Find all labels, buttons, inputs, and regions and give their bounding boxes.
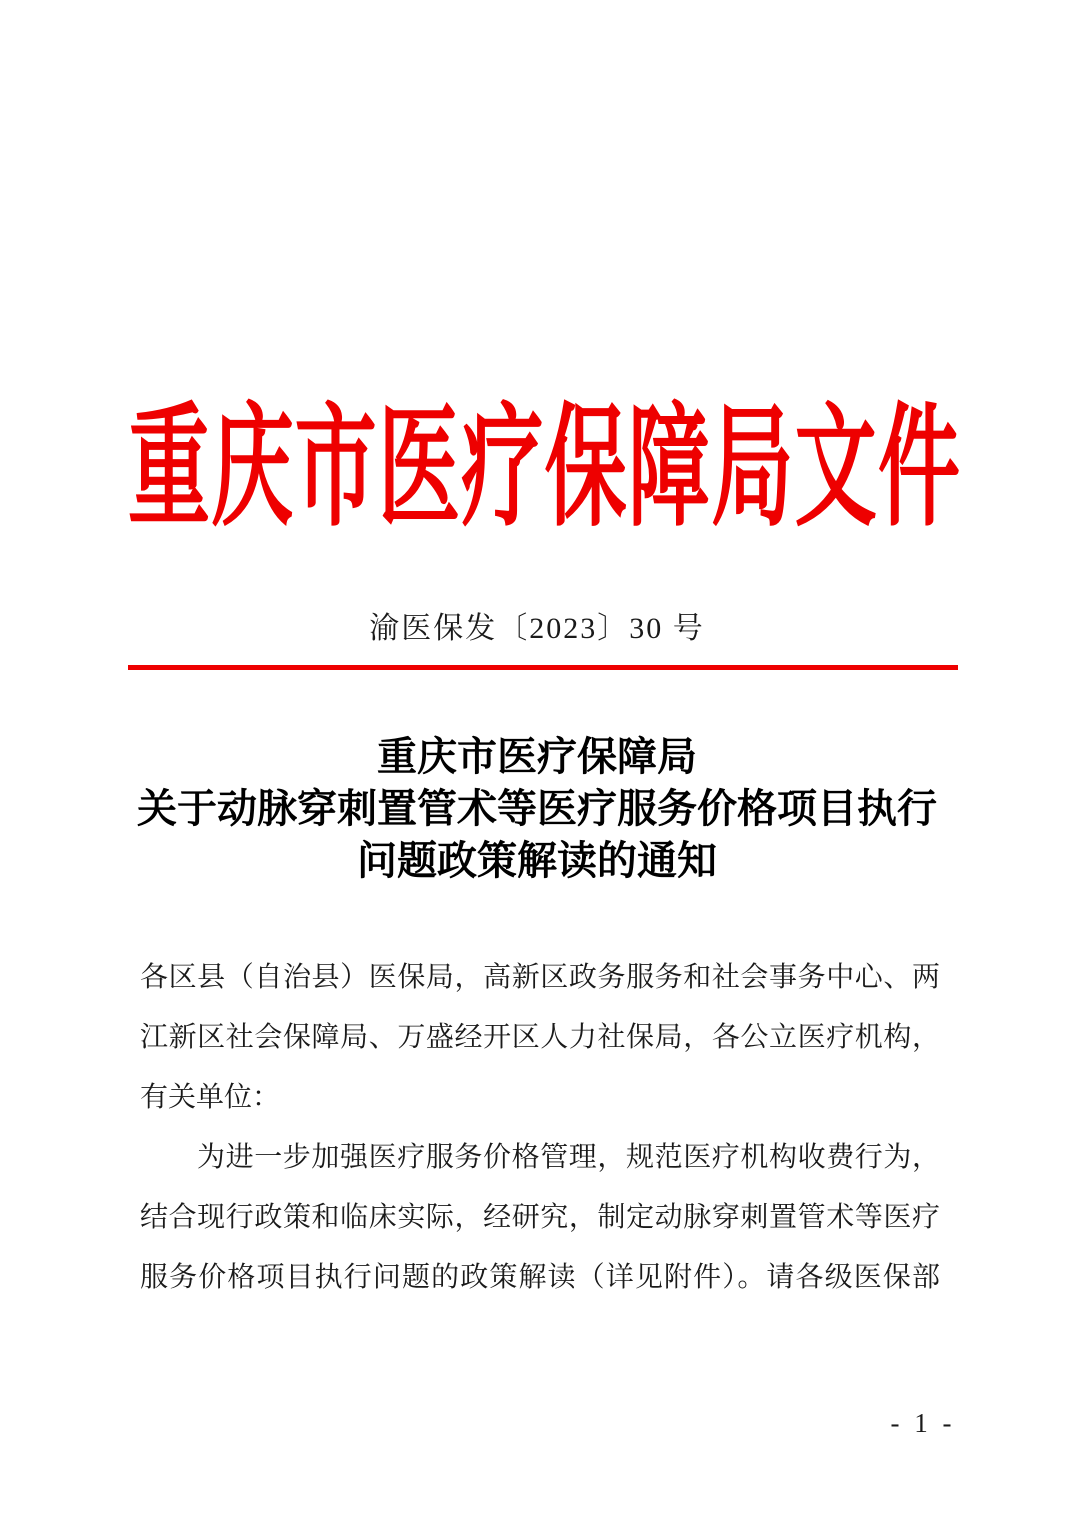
paragraph-line-3: 服务价格项目执行问题的政策解读（详见附件）。请各级医保部 [140,1262,940,1293]
salutation-line-2: 江新区社会保障局、万盛经开区人力社保局，各公立医疗机构， [140,1022,940,1053]
document-title-line-2: 关于动脉穿刺置管术等医疗服务价格项目执行 [137,786,937,831]
salutation-line-3: 有关单位： [140,1082,281,1113]
document-title [121,731,953,887]
agency-masthead: 重庆市医疗保障局文件 [128,394,960,543]
paragraph-line-2: 结合现行政策和临床实际，经研究，制定动脉穿刺置管术等医疗 [140,1202,940,1233]
document-body [140,948,940,1308]
salutation-line-1: 各区县（自治县）医保局，高新区政务服务和社会事务中心、两 [140,962,940,993]
red-divider-rule [128,665,958,670]
document-title-line-3: 问题政策解读的通知 [357,838,717,883]
document-reference-number: 渝医保发〔2023〕30 号 [369,612,705,645]
page-number: - 1 - [890,1408,956,1438]
document-title-line-1: 重庆市医疗保障局 [377,734,697,779]
paragraph-line-1: 为进一步加强医疗服务价格管理，规范医疗机构收费行为， [197,1142,940,1173]
